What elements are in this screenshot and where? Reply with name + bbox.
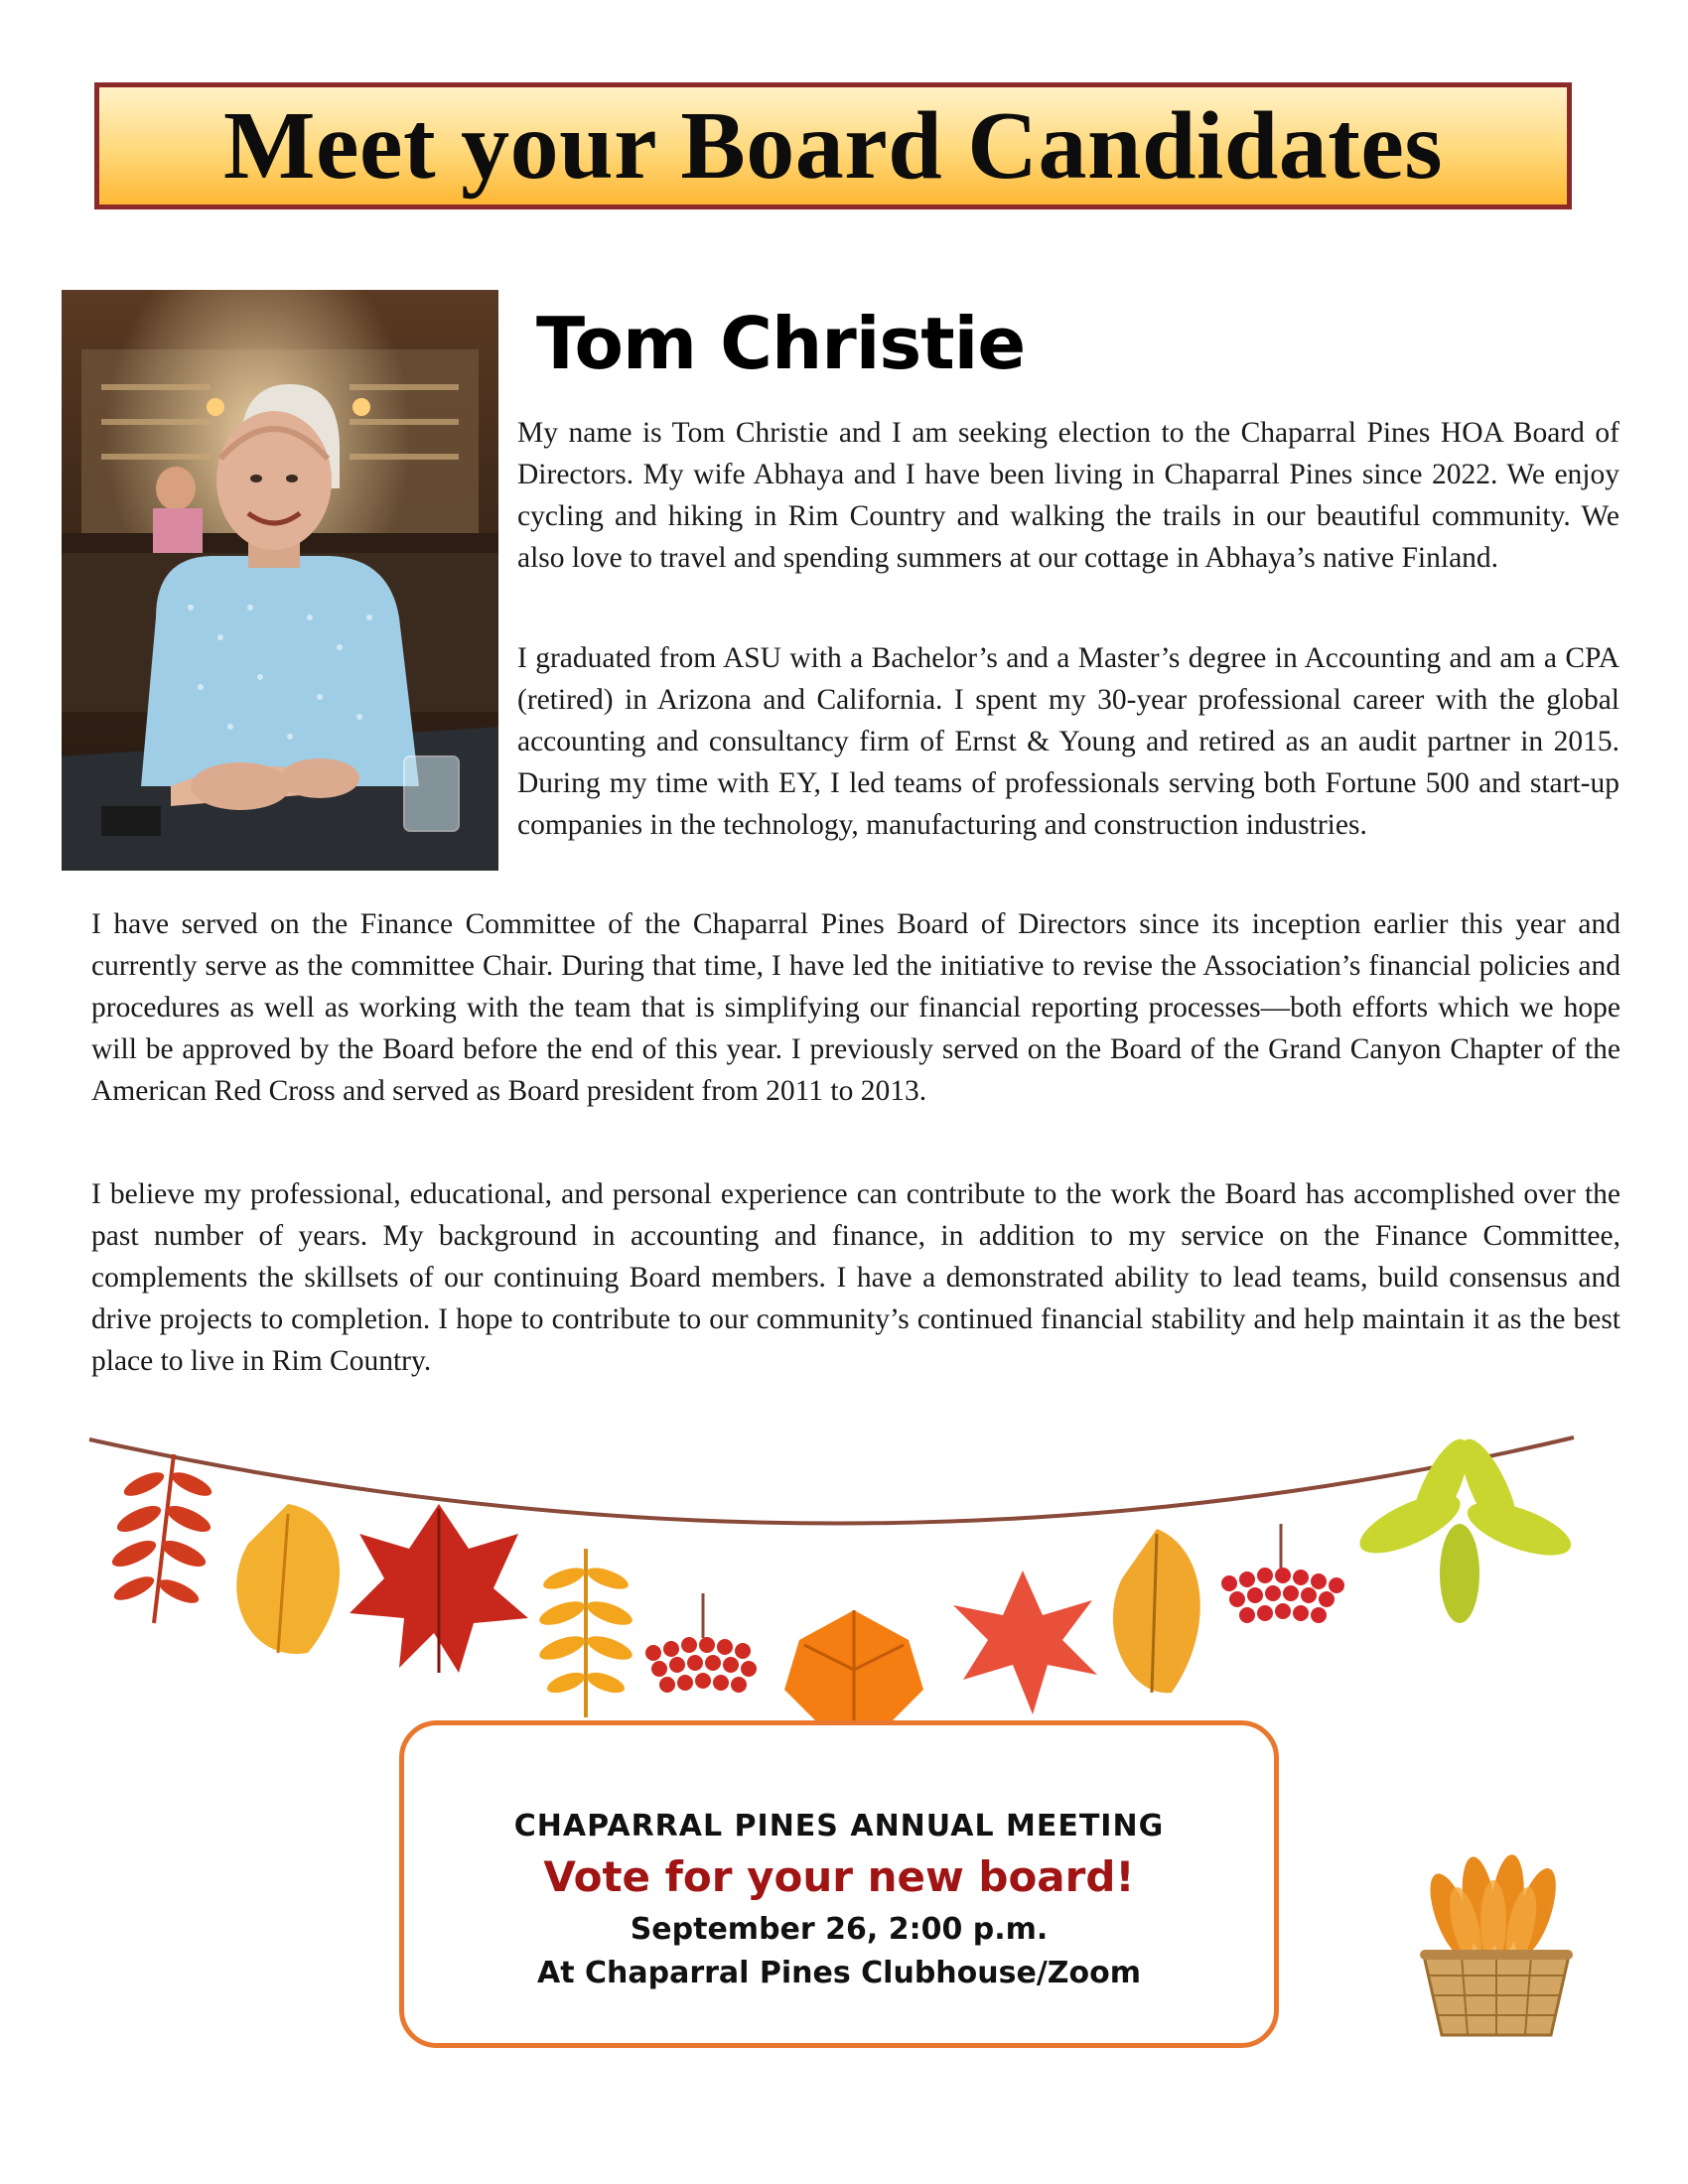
candidate-name: Tom Christie: [536, 302, 1026, 385]
meeting-announcement-box: [399, 1720, 1279, 2048]
meeting-title: CHAPARRAL PINES ANNUAL MEETING: [513, 1809, 1165, 1843]
meeting-date: September 26, 2:00 p.m.: [630, 1912, 1049, 1947]
bio-paragraph-4: I believe my professional, educational, and personal experience can contribute to the work the Board has accomplished over the past number of years. My background in accounting and finance, in addition to my service on the Finance Committee, complements the skillsets of our continuing Board members. I have a demonstrated ability to lead teams, build consensus and drive projects to completion. I hope to contribute to our community’s continued financial stability and help maintain it as the best place to live in Rim Country.: [91, 1178, 1620, 1377]
candidate-photo: [62, 290, 498, 871]
title-banner: [94, 82, 1572, 209]
meeting-place: At Chaparral Pines Clubhouse/Zoom: [536, 1956, 1142, 1990]
autumn-leaf-garland-icon: [79, 1410, 1609, 1737]
bio-paragraph-1: My name is Tom Christie and I am seeking election to the Chaparral Pines HOA Board of Directors. My wife Abhaya and I have been living in Chaparral Pines since 2022. We enjoy cycling and hiking in Rim Country and walking the trails in our beautiful community. We also love to travel and spending summers at our cottage in Abhaya’s native Finland.: [517, 417, 1619, 574]
bio-paragraph-2: I graduated from ASU with a Bachelor’s and a Master’s degree in Accounting and am a CPA (retired) in Arizona and California. I spent my 30-year professional career with the global accounting and consultancy firm of Ernst & Young and retired as an audit partner in 2015. During my time with EY, I led teams of professionals serving both Fortune 500 and start-up companies in the technology, manufacturing and construction industries.: [517, 642, 1619, 841]
vote-headline: Vote for your new board!: [543, 1852, 1135, 1901]
candidate-portrait-icon: [62, 290, 498, 871]
page-title: Meet your Board Candidates: [223, 92, 1443, 200]
corn-basket-icon: [1412, 1846, 1581, 2045]
bio-paragraph-3: I have served on the Finance Committee of the Chaparral Pines Board of Directors since its inception earlier this year and currently serve as the committee Chair. During that time, I have led the initiative to revise the Association’s financial policies and procedures as well as working with the team that is simplifying our financial reporting processes—both efforts which we hope will be approved by the Board before the end of this year. I previously served on the Board of the Grand Canyon Chapter of the American Red Cross and served as Board president from 2011 to 2013.: [91, 908, 1620, 1107]
